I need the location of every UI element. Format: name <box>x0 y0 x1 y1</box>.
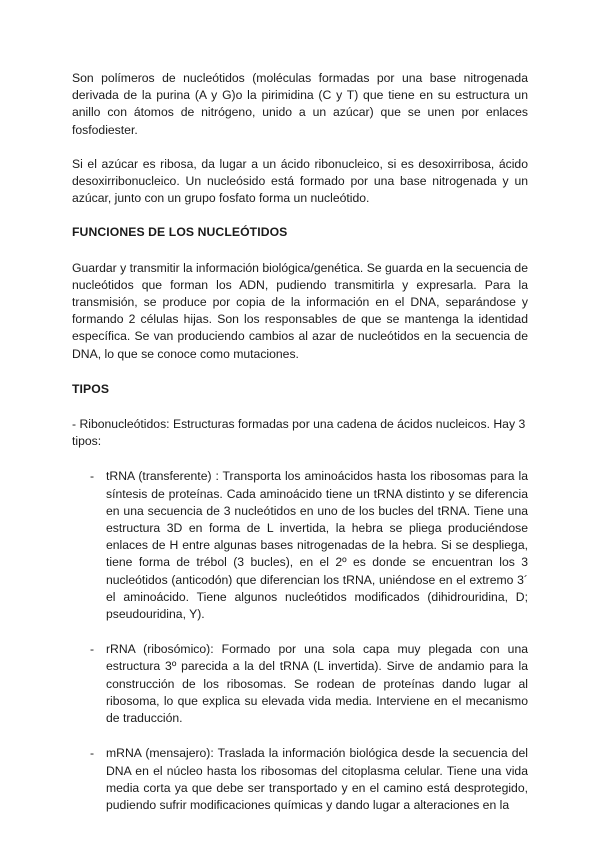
list-bullet: - <box>90 469 95 484</box>
list-item-text: rRNA (ribosómico): Formado por una sola capa muy plegada con una estructura 3º parecida a la del tRNA (L invertida). Sirve de andamio para la construcción de los ribosomas. Se rodean de proteínas dando lugar al ribosoma, lo que explica su elevada vida media. Interviene en el mecanismo de traducción. <box>106 642 528 726</box>
list-item-trna <box>72 468 528 623</box>
intro-paragraph-1: Son polímeros de nucleótidos (moléculas formadas por una base nitrogenada derivada de la purina (A y G)o la pirimidina (C y T) que tiene en su estructura un anillo con átomos de nitrógeno, unido a un azúcar) que se unen por enlaces fosfodiester. <box>72 71 528 137</box>
list-item-mrna <box>72 745 528 814</box>
list-bullet: - <box>90 746 95 761</box>
types-heading: TIPOS <box>72 381 110 396</box>
list-item-rrna <box>72 641 528 727</box>
functions-paragraph: Guardar y transmitir la información biológica/genética. Se guarda en la secuencia de nucleótidos que forman los ADN, pudiendo transmitirla y expresarla. Para la transmisión, se produce por copia de la información en el DNA, separándose y formando 2 células hijas. Son los responsables de que se mantenga la identidad específica. Se van produciendo cambios al azar de nucleótidos en la secuencia de DNA, lo que se conoce como mutaciones. <box>72 260 528 361</box>
list-item-text: mRNA (mensajero): Traslada la información biológica desde la secuencia del DNA en el núcleo hasta los ribosomas del citoplasma celular. Tiene una vida media corta ya que debe ser transportado y en el camino está desprotegido, pudiendo sufrir modificaciones químicas y dando lugar a alteraciones en la <box>106 746 528 812</box>
list-bullet: - <box>90 642 95 657</box>
types-list <box>72 468 528 814</box>
intro-paragraph-2: Si el azúcar es ribosa, da lugar a un ácido ribonucleico, si es desoxirribosa, ácido desoxirribonucleico. Un nucleósido está formado por una base nitrogenada y un azúcar, junto con un grupo fosfato forma un nucleótido. <box>72 156 528 206</box>
list-item-text: tRNA (transferente) : Transporta los aminoácidos hasta los ribosomas para la síntesis de proteínas. Cada aminoácido tiene un tRNA distinto y se diferencia en una secuencia de 3 nucleótidos en uno de los bucles del tRNA. Tiene una estructura 3D en forma de L invertida, la hebra se pliega produciéndose enlaces de H entre algunas bases nitrogenadas de la hebra. Si se despliega, tiene forma de trébol (3 bucles), en el 2º es donde se encuentran los 3 nucleótidos (anticodón) que diferencian los tRNA, uniéndose en el extremo 3´ el aminoácido. Tiene algunos nucleótidos modificados (dihidrouridina, D; pseudouridina, Y). <box>106 469 528 622</box>
ribonucleotides-intro: - Ribonucleótidos: Estructuras formadas por una cadena de ácidos nucleicos. Hay 3 tipos: <box>72 417 526 449</box>
document-body <box>72 70 528 832</box>
functions-heading: FUNCIONES DE LOS NUCLEÓTIDOS <box>72 225 288 240</box>
